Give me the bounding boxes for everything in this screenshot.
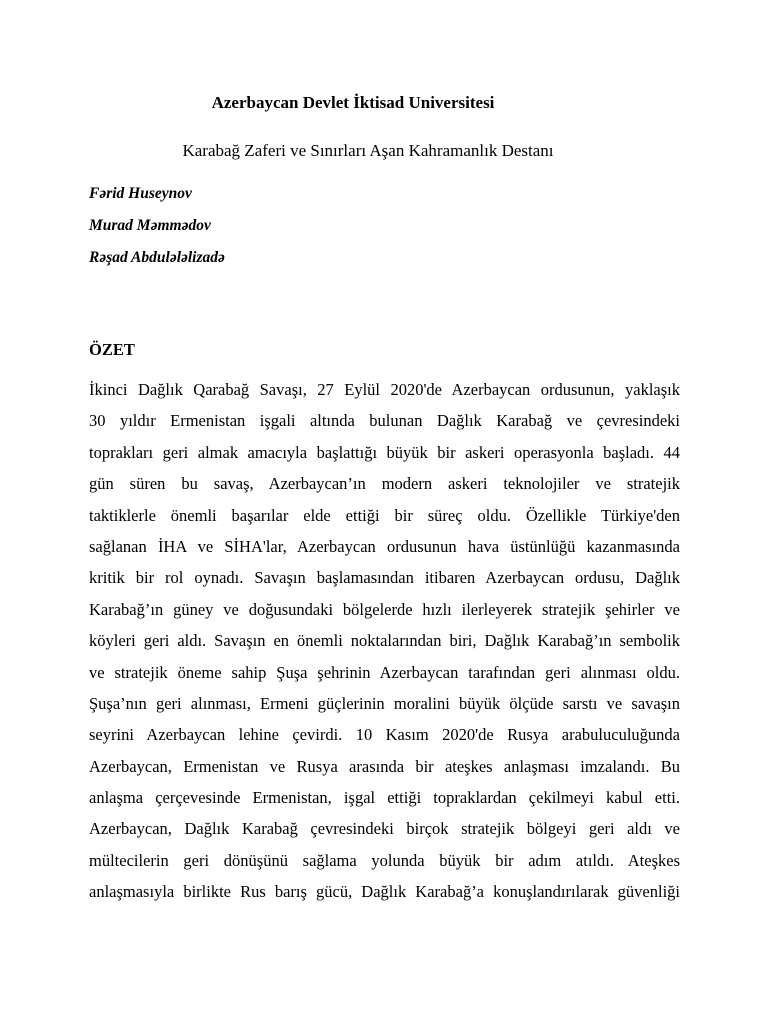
- institution-name: Azerbaycan Devlet İktisad Universitesi: [211, 93, 495, 112]
- abstract-line: köyleri geri aldı. Savaşın en önemli noktalarından biri, Dağlık Karabağ’ın sembolik: [89, 631, 680, 651]
- abstract-line: anlaşmasıyla birlikte Rus barış gücü, Dağlık Karabağ’a konuşlandırılarak güvenliği: [89, 882, 680, 902]
- abstract-line: ve stratejik öneme sahip Şuşa şehrinin Azerbaycan tarafından geri alınması oldu.: [89, 662, 680, 682]
- abstract-heading: ÖZET: [89, 340, 135, 359]
- abstract-body: [89, 378, 680, 912]
- abstract-line: İkinci Dağlık Qarabağ Savaşı, 27 Eylül 2020'de Azerbaycan ordusunun, yaklaşık: [89, 380, 680, 399]
- abstract-line: toprakları geri almak amacıyla başlattığı büyük bir askeri operasyonla başladı. 44: [89, 442, 680, 462]
- abstract-line: sağlanan İHA ve SİHA'lar, Azerbaycan ordusunun hava üstünlüğü kazanmasında: [89, 536, 680, 556]
- abstract-line: gün süren bu savaş, Azerbaycan’ın modern askeri teknolojiler ve stratejik: [89, 474, 680, 494]
- paper-title: Karabağ Zaferi ve Sınırları Aşan Kahramanlık Destanı: [182, 141, 554, 160]
- abstract-line: Azerbaycan, Ermenistan ve Rusya arasında bir ateşkes anlaşması imzalandı. Bu: [89, 756, 680, 776]
- abstract-line: kritik bir rol oynadı. Savaşın başlamasından itibaren Azerbaycan ordusu, Dağlık: [89, 568, 680, 588]
- author-name: Murad Məmmədov: [89, 217, 211, 234]
- abstract-line: Şuşa’nın geri alınması, Ermeni güçlerinin moralini büyük ölçüde sarstı ve savaşın: [89, 693, 680, 713]
- abstract-line: Karabağ’ın güney ve doğusundaki bölgelerde hızlı ilerleyerek stratejik şehirler ve: [89, 599, 680, 619]
- abstract-line: 30 yıldır Ermenistan işgali altında bulunan Dağlık Karabağ ve çevresindeki: [89, 411, 680, 431]
- abstract-line: mültecilerin geri dönüşünü sağlama yolunda büyük bir adım atıldı. Ateşkes: [89, 850, 680, 870]
- author-list: [89, 183, 225, 279]
- abstract-line: seyrini Azerbaycan lehine çevirdi. 10 Kasım 2020'de Rusya arabuluculuğunda: [89, 725, 680, 745]
- abstract-line: Azerbaycan, Dağlık Karabağ çevresindeki birçok stratejik bölgeyi geri aldı ve: [89, 819, 680, 839]
- author-name: Fərid Huseynov: [89, 185, 192, 202]
- abstract-line: taktiklerle önemli başarılar elde ettiği bir süreç oldu. Özellikle Türkiye'den: [89, 505, 680, 525]
- author-name: Rəşad Abdulələlizadə: [89, 249, 225, 266]
- abstract-line: anlaşma çerçevesinde Ermenistan, işgal ettiği topraklardan çekilmeyi kabul etti.: [89, 788, 680, 808]
